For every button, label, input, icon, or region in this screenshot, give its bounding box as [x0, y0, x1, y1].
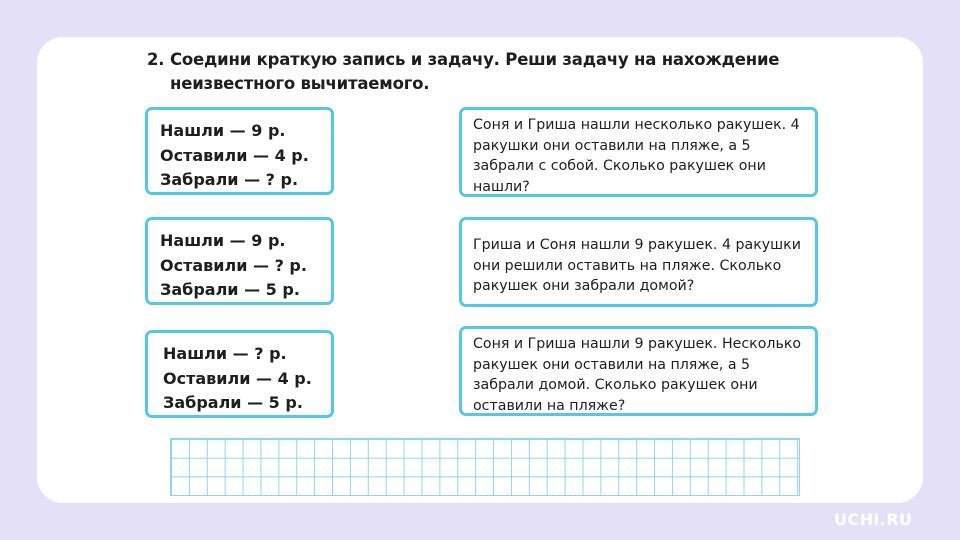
short-note-1[interactable] — [145, 107, 334, 195]
short-note-line: Забрали — ? р. — [160, 170, 299, 189]
problem-text: Гриша и Соня нашли 9 ракушек. 4 ракушки они решили оставить на пляже. Сколько ракушек они забрали домой? — [473, 237, 801, 294]
short-note-line: Оставили — 4 р. — [160, 145, 309, 165]
problem-2[interactable] — [459, 217, 818, 307]
short-note-line: Нашли — 9 р. — [160, 231, 286, 250]
uchi-logo: UCHi.RU — [834, 510, 913, 529]
short-note-line: Нашли — ? р. — [163, 344, 287, 363]
short-note-line: Оставили — 4 р. — [163, 368, 312, 388]
short-note-3[interactable] — [145, 330, 334, 418]
short-note-line: Забрали — 5 р. — [160, 280, 300, 299]
problem-3[interactable] — [459, 326, 818, 416]
problem-text: Соня и Гриша нашли несколько ракушек. 4 ракушки они оставили на пляже, а 5 забрали с собой. Сколько ракушек они нашли? — [473, 117, 800, 195]
task-title — [147, 48, 847, 96]
short-note-line: Нашли — 9 р. — [160, 121, 286, 140]
short-note-line: Забрали — 5 р. — [163, 393, 303, 412]
answer-grid[interactable] — [170, 438, 800, 496]
problem-1[interactable] — [459, 107, 818, 197]
task-text: Соедини краткую запись и задачу. Реши задачу на нахождение неизвестного вычитаемого. — [170, 50, 780, 93]
task-number: 2. — [147, 50, 165, 69]
short-note-line: Оставили — ? р. — [160, 255, 307, 275]
problem-text: Соня и Гриша нашли 9 ракушек. Несколько ракушек они оставили на пляже, а 5 забрали домой. Сколько ракушек они оставили на пляже? — [473, 336, 802, 414]
short-note-2[interactable] — [145, 217, 334, 305]
